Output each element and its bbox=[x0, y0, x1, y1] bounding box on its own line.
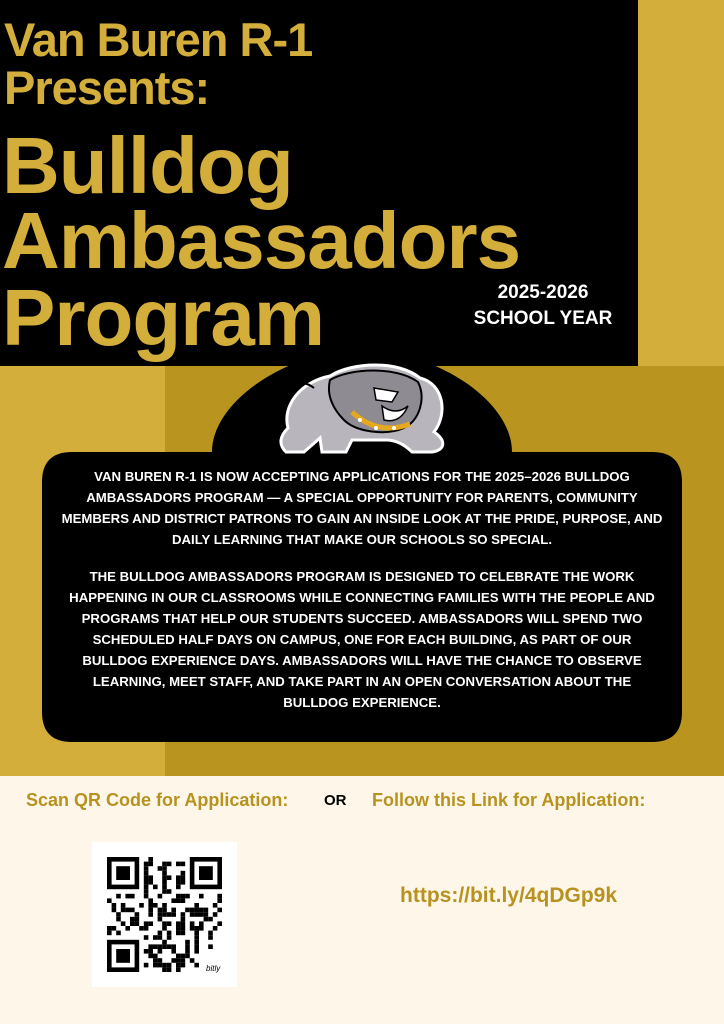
description-paragraph-2: THE BULLDOG AMBASSADORS PROGRAM IS DESIGNED TO CELEBRATE THE WORK HAPPENING IN OUR CLASSROOMS WHILE CONNECTING FAMILIES WITH THE PEOPLE AND PROGRAMS THAT HELP OUR STUDENTS SUCCEED. AMBASSADORS WILL SPEND TWO SCHEDULED HALF DAYS ON CAMPUS, ONE FOR EACH BUILDING, AS PART OF OUR BULLDOG EXPERIENCE DAYS. AMBASSADORS WILL HAVE THE CHANCE TO OBSERVE LEARNING, MEET STAFF, AND TAKE PART IN AN OPEN CONVERSATION ABOUT THE BULLDOG EXPERIENCE. bbox=[69, 569, 655, 710]
program-description bbox=[60, 466, 664, 729]
school-year bbox=[458, 280, 628, 332]
school-year-label: SCHOOL YEAR bbox=[473, 308, 613, 329]
program-title-line-2: Ambassadors bbox=[2, 196, 521, 285]
follow-link-label: Follow this Link for Application: bbox=[372, 790, 646, 810]
header-gold-strip bbox=[638, 0, 724, 366]
presenter-line-2: Presents: bbox=[4, 61, 210, 114]
application-link[interactable]: https://bit.ly/4qDGp9k bbox=[400, 884, 618, 907]
description-paragraph-1: VAN BUREN R-1 IS NOW ACCEPTING APPLICATIONS FOR THE 2025–2026 BULLDOG AMBASSADORS PROGRAM — A SPECIAL OPPORTUNITY FOR PARENTS, COMMUNITY MEMBERS AND DISTRICT PATRONS TO GAIN AN INSIDE LOOK AT THE PRIDE, PURPOSE, AND DAILY LEARNING THAT MAKE OUR SCHOOLS SO SPECIAL. bbox=[61, 469, 663, 547]
program-title-line-3: Program bbox=[2, 273, 324, 362]
or-separator: OR bbox=[324, 792, 347, 809]
qr-brand-label: bitly bbox=[206, 964, 221, 973]
presenter-line-1: Van Buren R-1 bbox=[4, 13, 313, 66]
scan-qr-label: Scan QR Code for Application: bbox=[26, 790, 289, 810]
school-year-range: 2025-2026 bbox=[497, 282, 589, 303]
program-title-line-1: Bulldog bbox=[2, 121, 293, 210]
